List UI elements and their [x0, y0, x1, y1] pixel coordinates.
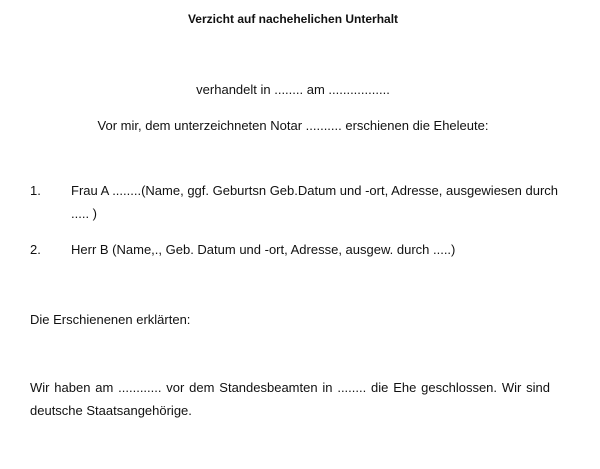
- declaration-text: Die Erschienenen erklärten:: [30, 312, 191, 327]
- list-item-number: 2.: [30, 242, 41, 257]
- list-item-number: 1.: [30, 183, 41, 198]
- document-title: Verzicht auf nachehelichen Unterhalt: [187, 12, 399, 26]
- notar-line: Vor mir, dem unterzeichneten Notar .......... erschienen die Eheleute:: [97, 118, 489, 133]
- list-item-text: Frau A ........(Name, ggf. Geburtsn Geb.Datum und -ort, Adresse, ausgewiesen durch ..... ): [71, 183, 559, 221]
- marriage-paragraph: Wir haben am ............ vor dem Standesbeamten in ........ die Ehe geschlossen. Wir sind deutsche Staatsangehörige.: [30, 380, 550, 418]
- list-item-text: Herr B (Name,., Geb. Datum und -ort, Adresse, ausgew. durch .....): [71, 242, 456, 257]
- verhandelt-line: verhandelt in ........ am .................: [196, 82, 390, 97]
